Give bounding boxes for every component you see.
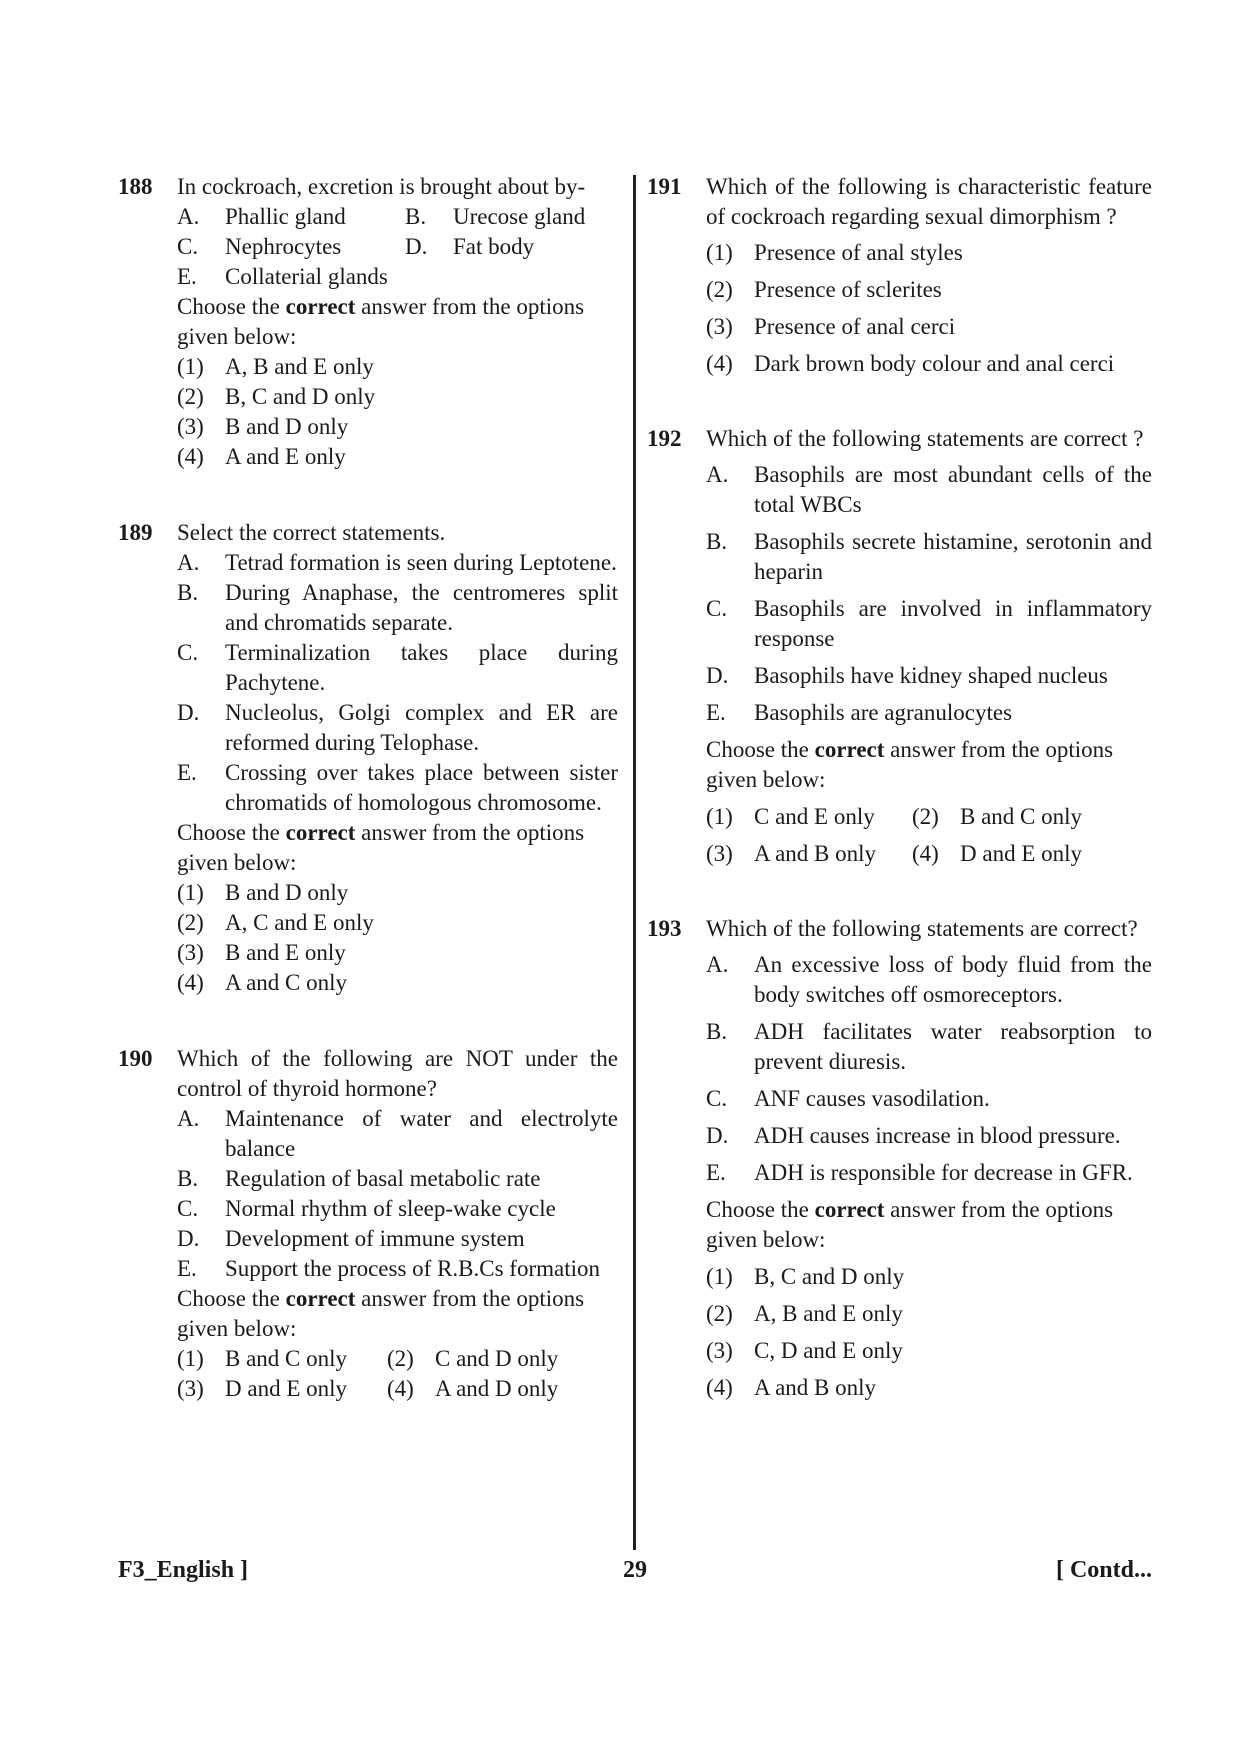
question-number: 192	[647, 426, 682, 451]
statement-text: Basophils secrete histamine, serotonin and heparin	[754, 529, 1152, 584]
statement-item	[177, 578, 618, 638]
answer-option	[177, 968, 618, 998]
statement-label: E.	[177, 264, 197, 289]
statement-item	[177, 758, 618, 818]
option-row	[177, 1344, 618, 1374]
option-text: Presence of anal styles	[754, 240, 963, 265]
option-label: (3)	[177, 940, 204, 965]
statement-label: E.	[177, 1256, 197, 1281]
statement-item	[706, 594, 1152, 654]
column-divider	[633, 175, 636, 1550]
option-text: C, D and E only	[754, 1338, 903, 1363]
question-stem: In cockroach, excretion is brought about by-	[177, 174, 586, 199]
statement-item	[177, 1164, 618, 1194]
question-number: 189	[118, 520, 153, 545]
answer-option	[177, 1374, 387, 1404]
statement-item	[706, 1017, 1152, 1077]
statement-item	[706, 1121, 1152, 1151]
statement-label: B.	[706, 1019, 728, 1044]
statement-item	[177, 1254, 618, 1284]
statement-item	[177, 548, 618, 578]
statement-row	[177, 232, 618, 262]
answer-option	[706, 1373, 1152, 1403]
statement-item	[177, 1194, 618, 1224]
answer-option	[387, 1344, 558, 1374]
answer-option	[177, 1344, 387, 1374]
statement-text: Fat body	[453, 234, 535, 259]
statement-label: D.	[405, 234, 428, 259]
statement-text: ANF causes vasodilation.	[754, 1086, 990, 1111]
answer-option	[912, 839, 1082, 869]
option-text: A and C only	[225, 970, 348, 995]
option-text: Presence of anal cerci	[754, 314, 956, 339]
statement-label: B.	[177, 580, 199, 605]
statement-text: Basophils are involved in inflammatory response	[754, 596, 1152, 651]
option-text: A and E only	[225, 444, 346, 469]
statement-label: C.	[706, 596, 728, 621]
answer-option	[706, 1299, 1152, 1329]
statement-text: Basophils are agranulocytes	[754, 700, 1013, 725]
statement-row	[177, 202, 618, 232]
choose-instruction: Choose the correct answer from the options given below:	[177, 294, 585, 349]
question-189	[118, 518, 618, 998]
question-193	[647, 914, 1152, 1403]
answer-option	[706, 238, 1152, 268]
option-label: (3)	[706, 1338, 733, 1363]
statement-text: An excessive loss of body fluid from the body switches off osmoreceptors.	[754, 952, 1152, 1007]
answer-option	[177, 442, 618, 472]
statement-label: B.	[405, 204, 427, 229]
statement-text: Basophils have kidney shaped nucleus	[754, 663, 1108, 688]
option-text: B and C only	[960, 804, 1083, 829]
answer-option	[177, 878, 618, 908]
statement-text: Tetrad formation is seen during Leptotene.	[225, 550, 617, 575]
statement-label: C.	[706, 1086, 728, 1111]
statement-label: E.	[706, 700, 726, 725]
answer-option	[177, 382, 618, 412]
statement-item	[405, 232, 534, 262]
statement-label: D.	[177, 700, 200, 725]
statement-item	[177, 638, 618, 698]
option-label: (3)	[177, 414, 204, 439]
statement-text: Support the process of R.B.Cs formation	[225, 1256, 600, 1281]
page-number: 29	[623, 1557, 647, 1583]
option-text: D and E only	[225, 1376, 348, 1401]
page-footer	[118, 1555, 1152, 1587]
option-label: (1)	[177, 354, 204, 379]
option-label: (4)	[387, 1376, 414, 1401]
answer-option	[387, 1374, 558, 1404]
statement-item	[177, 698, 618, 758]
option-label: (4)	[177, 444, 204, 469]
statement-item	[706, 1084, 1152, 1114]
option-text: Dark brown body colour and anal cerci	[754, 351, 1115, 376]
option-text: D and E only	[960, 841, 1083, 866]
right-column	[647, 172, 1152, 1452]
statement-text: Development of immune system	[225, 1226, 525, 1251]
statement-label: C.	[177, 234, 199, 259]
option-label: (3)	[706, 841, 733, 866]
statement-item	[177, 202, 405, 232]
option-text: B, C and D only	[754, 1264, 905, 1289]
answer-option	[177, 908, 618, 938]
question-stem: Which of the following is characteristic feature of cockroach regarding sexual dimorphism ?	[706, 174, 1152, 229]
option-label: (2)	[912, 804, 939, 829]
answer-option	[912, 802, 1082, 832]
statement-label: A.	[177, 550, 200, 575]
statement-label: C.	[177, 1196, 199, 1221]
answer-option	[177, 938, 618, 968]
statement-item	[405, 202, 585, 232]
option-label: (2)	[706, 277, 733, 302]
continued-marker: [ Contd...	[1055, 1557, 1152, 1583]
question-stem: Which of the following statements are correct?	[706, 916, 1138, 941]
option-text: A and B only	[754, 841, 877, 866]
choose-instruction: Choose the correct answer from the options given below:	[177, 820, 585, 875]
statement-text: Maintenance of water and electrolyte balance	[225, 1106, 618, 1161]
answer-option	[706, 1336, 1152, 1366]
statement-label: D.	[706, 663, 729, 688]
statement-text: ADH facilitates water reabsorption to prevent diuresis.	[754, 1019, 1152, 1074]
option-label: (2)	[177, 910, 204, 935]
answer-option	[706, 275, 1152, 305]
choose-instruction: Choose the correct answer from the options given below:	[706, 1197, 1114, 1252]
statement-text: Normal rhythm of sleep-wake cycle	[225, 1196, 556, 1221]
answer-option	[177, 352, 618, 382]
option-row	[706, 802, 1152, 832]
option-row	[177, 1374, 618, 1404]
question-191	[647, 172, 1152, 379]
statement-text: Terminalization takes place during Pachytene.	[225, 640, 618, 695]
question-number: 193	[647, 916, 682, 941]
statement-label: B.	[177, 1166, 199, 1191]
option-label: (1)	[706, 804, 733, 829]
statement-item	[706, 661, 1152, 691]
statement-label: A.	[706, 952, 729, 977]
option-label: (1)	[706, 1264, 733, 1289]
option-text: B, C and D only	[225, 384, 376, 409]
option-label: (4)	[177, 970, 204, 995]
option-text: A, B and E only	[754, 1301, 903, 1326]
statement-item	[177, 262, 618, 292]
answer-option	[706, 349, 1152, 379]
statement-item	[706, 950, 1152, 1010]
statement-label: E.	[706, 1160, 726, 1185]
option-text: C and D only	[435, 1346, 559, 1371]
statement-text: Urecose gland	[453, 204, 586, 229]
statement-text: Phallic gland	[225, 204, 346, 229]
statement-label: A.	[706, 462, 729, 487]
question-stem: Select the correct statements.	[177, 520, 446, 545]
option-text: B and D only	[225, 880, 349, 905]
booklet-code: F3_English ]	[118, 1557, 249, 1583]
statement-text: Regulation of basal metabolic rate	[225, 1166, 541, 1191]
statement-label: A.	[177, 204, 200, 229]
statement-label: B.	[706, 529, 728, 554]
option-label: (3)	[706, 314, 733, 339]
option-text: A, B and E only	[225, 354, 374, 379]
statement-item	[706, 1158, 1152, 1188]
option-label: (4)	[706, 1375, 733, 1400]
statement-text: Nucleolus, Golgi complex and ER are reformed during Telophase.	[225, 700, 618, 755]
statement-label: C.	[177, 640, 199, 665]
statement-text: During Anaphase, the centromeres split and chromatids separate.	[225, 580, 618, 635]
statement-label: E.	[177, 760, 197, 785]
choose-instruction: Choose the correct answer from the options given below:	[706, 737, 1114, 792]
option-text: C and E only	[754, 804, 875, 829]
option-label: (2)	[177, 384, 204, 409]
option-label: (1)	[177, 880, 204, 905]
statement-label: D.	[706, 1123, 729, 1148]
question-192	[647, 424, 1152, 869]
option-text: Presence of sclerites	[754, 277, 942, 302]
statement-text: Nephrocytes	[225, 234, 342, 259]
statement-item	[706, 527, 1152, 587]
statement-text: Crossing over takes place between sister chromatids of homologous chromosome.	[225, 760, 618, 815]
question-stem: Which of the following statements are correct ?	[706, 426, 1144, 451]
question-stem: Which of the following are NOT under the control of thyroid hormone?	[177, 1046, 618, 1101]
statement-text: Basophils are most abundant cells of the total WBCs	[754, 462, 1152, 517]
answer-option	[706, 839, 912, 869]
question-188	[118, 172, 618, 472]
statement-text: Collaterial glands	[225, 264, 388, 289]
statement-label: A.	[177, 1106, 200, 1131]
statement-text: ADH causes increase in blood pressure.	[754, 1123, 1121, 1148]
question-190	[118, 1044, 618, 1404]
statement-item	[706, 460, 1152, 520]
answer-option	[706, 1262, 1152, 1292]
choose-instruction: Choose the correct answer from the options given below:	[177, 1286, 585, 1341]
option-text: B and E only	[225, 940, 346, 965]
option-label: (1)	[177, 1346, 204, 1371]
answer-option	[706, 802, 912, 832]
question-number: 191	[647, 174, 682, 199]
option-label: (1)	[706, 240, 733, 265]
statement-text: ADH is responsible for decrease in GFR.	[754, 1160, 1133, 1185]
statement-item	[177, 1224, 618, 1254]
option-text: A, C and E only	[225, 910, 374, 935]
option-label: (4)	[912, 841, 939, 866]
option-text: B and C only	[225, 1346, 348, 1371]
option-row	[706, 839, 1152, 869]
option-text: A and B only	[754, 1375, 877, 1400]
left-column	[118, 172, 618, 1453]
statement-item	[177, 1104, 618, 1164]
option-label: (4)	[706, 351, 733, 376]
question-number: 188	[118, 174, 153, 199]
statement-label: D.	[177, 1226, 200, 1251]
option-text: A and D only	[435, 1376, 559, 1401]
option-text: B and D only	[225, 414, 349, 439]
statement-item	[706, 698, 1152, 728]
question-number: 190	[118, 1046, 153, 1071]
option-label: (3)	[177, 1376, 204, 1401]
answer-option	[177, 412, 618, 442]
option-label: (2)	[387, 1346, 414, 1371]
statement-item	[177, 232, 405, 262]
answer-option	[706, 312, 1152, 342]
option-label: (2)	[706, 1301, 733, 1326]
